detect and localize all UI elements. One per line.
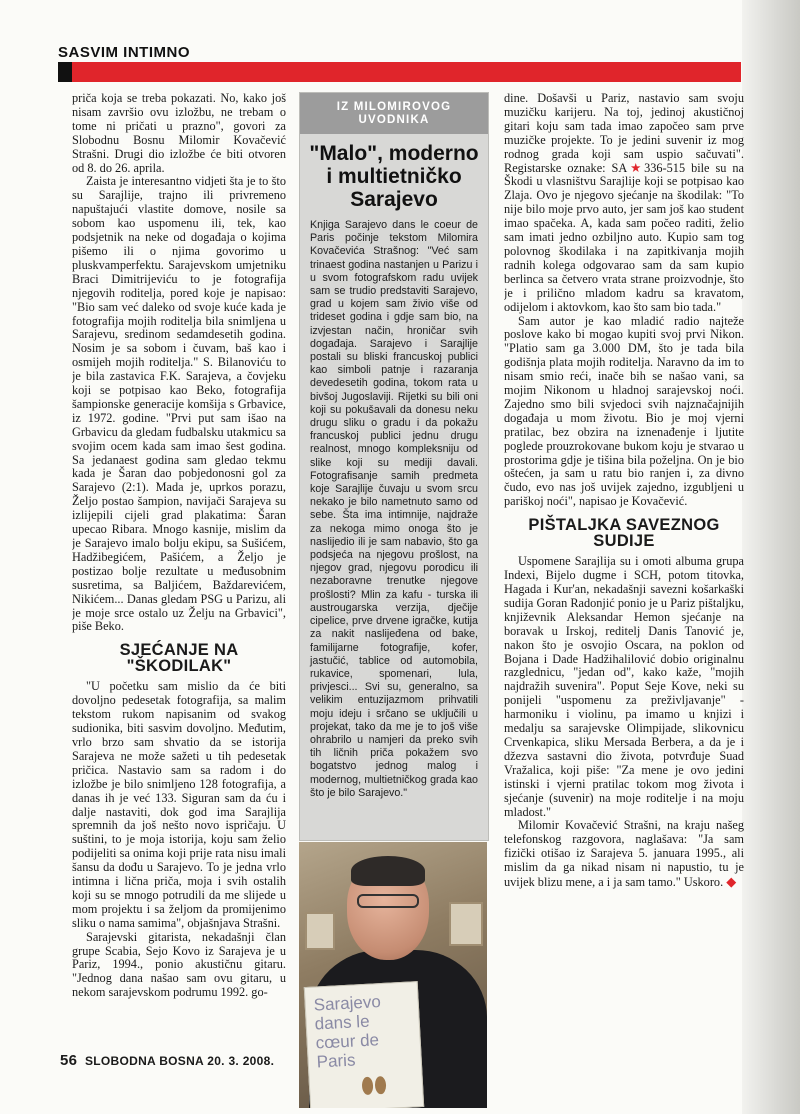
header-black-tab bbox=[58, 62, 72, 82]
paragraph bbox=[504, 819, 744, 890]
wall-frame bbox=[449, 902, 483, 946]
paragraph: Zaista je interesantno vidjeti šta je to što su Sarajlije, trajno ili privremeno napuštajući vlastite domove, nosile sa sobom kao uspomenu ili, tek, kao podsjetnik na neke od događaja o kojima pišemo ili o njima govorimo u pluskvamperfektu. Sarajevskom umjetniku Braci Dimitrijeviću to je fotografija njegovih roditelja, pored koje je napisao: "Bio sam već daleko od svoje kuće kada je fotografija mojih roditelja bila snimljena u Sarajevu, sredinom sedamdesetih godina. Nosim je sa sobom i čuvam, baš kao i osmijeh mojih roditelja." S. Bilanoviću to je bila zastavica F.K. Sarajeva, a čovjeku koji se potpisao kao Beko, fotografija šampionske generacije komšija s Grbavice, iz 1972. godine. "Prvi put sam išao na Grbavicu da gledam fudbalsku utakmicu sa svojim ocem kada sam imao šest godina. Sa jedanaest godina sam gledao tekmu kada je Šaran dao pobjedonosni gol za Sarajevo (2:1). Mada je, uprkos porazu, Željo postao šampion, navijači Sarajeva su izlijepili cijeli grad plakatima: Šaran upecao Ribara. Mnogo kasnije, mislim da je Sarajevo imalo bolju ekipu, sa Sušićem, Hadžibegićem, Pašićem, a Željo je postizao bolje rezultate u međusobnim susretima, sa Baljićem, Baždarevićem, Nikićem... Danas gledam PSG u Parizu, ali je moje srce ostalo uz Želju na Grbavici", piše Beko. bbox=[72, 174, 286, 634]
publication-name: SLOBODNA BOSNA bbox=[84, 1054, 204, 1068]
star-icon: ★ bbox=[627, 160, 645, 175]
paragraph-text: Milomir Kovačević Strašni, na kraju našeg telefonskog razgovora, naglašava: "Ja sam fizički otišao iz Sarajeva 5. januara 1995., ali mislim da ga nikad nisam ni napustio, tu je uvijek blizu mene, a i ja sam tamo." Uskoro. bbox=[504, 818, 744, 890]
subheading-skodilak: SJEĆANJE NA "ŠKODILAK" bbox=[119, 641, 239, 676]
sidebar-kicker: IZ MILOMIROVOG UVODNIKA bbox=[300, 93, 488, 134]
paragraph: "U početku sam mislio da će biti dovoljno pedesetak fotografija, sa malim tekstom rukom napisanim od svakog sudionika, biti sasvim dovoljno. Međutim, vrlo brzo sam shvatio da se istorija Sarajeva ne može sažeti u tih pedesetak pričica. Nastavio sam sa radom i do izložbe je bilo snimljeno 128 fotografija, a danas ih je već 133. Siguran sam da ću i dalje nastaviti, dok god ima Sarajlija spremnih da još nešto novo ispričaju. U suštini, to je moja istorija, koju sam želio podijeliti sa onima koji prije rata nisu imali šansu da dođu u Sarajevo. To je jedna vrlo intimna i lična priča, moja i svih ostalih koji su se mnogo potrudili da me slijede u mom projektu i sa željom da promijenimo sliku o nama samima", objašnjava Strašni. bbox=[72, 679, 286, 930]
article-column-right bbox=[504, 92, 744, 1052]
paragraph: Sam autor je kao mladić radio najteže poslove kako bi mogao kupiti svoj prvi Nikon. "Platio sam ga 3.000 DM, što je tada bila godišnja plata mojih roditelja. Naravno da im to nisam smio reći, inače bih se našao vani, sa mojim Nikonom u hladnoj sarajevskoj noći. Zajedno smo bili svjedoci svih najznačajnijih događaja u mom životu. Bio je moj vjerni pratilac, bez obzira na iznenađenje i ljutite poglede prouzrokovane bukom koju je stvarao u prostorima gdje je tišina bila poželjna. On je bio oštećen, ja sam u ratu bio ranjen i, za divno čudo, evo nas još uvijek zajedno, izgubljeni u pariškoj noći", napisao je Kovačević. bbox=[504, 313, 744, 509]
sidebar-box bbox=[299, 92, 489, 841]
paragraph-text: dine. Došavši u Pariz, nastavio sam svoju muzičku karijeru. Na toj, jedinoj akustičnoj gitari koju sam tada imao započeo sam prve muzičke projekte. To je jedini suvenir iz mog rodnog grada koji sam uspio sačuvati". Registarske oznake: SA bbox=[504, 92, 744, 175]
baby-shoes-icon bbox=[362, 1076, 389, 1097]
subheading-pistaljka: PIŠTALJKA SAVEZNOG SUDIJE bbox=[528, 516, 720, 551]
end-mark-icon: ◆ bbox=[726, 874, 737, 890]
paragraph-text: bile su na Škodi u vlasništvu Sarajlije koji se potpisao kao Zlaja. Ovo je njegovo sjećanje na škodilak: "To nije bilo moje prvo auto, jer sam još kao student imao spačeka. A, kada sam počeo raditi, želio sam imati jedno ozbiljno auto. Kupio sam tog polovnog škodilaka i na zapitkivanja mojih radnih kolega odgovarao sam da sam kupio berlinca sa četvero vrata strane proizvodnje, što je i prilično mladom kadru sa kravatom, odijelom i aktovkom, kao što sam bio tada." bbox=[504, 160, 744, 314]
article-column-left bbox=[72, 92, 286, 1027]
paragraph: priča koja se treba pokazati. No, kako još nisam završio ovu izložbu, ne trebam o tome ni pričati u prazno", govori za Slobodnu Bosnu Milomir Kovačević Strašni. Drugi dio izložbe će biti otvoren od 8. do 26. aprila. bbox=[72, 92, 286, 175]
sidebar-title: "Malo", moderno i multietničko Sarajevo bbox=[309, 142, 479, 211]
section-label: SASVIM INTIMNO bbox=[58, 44, 191, 61]
paragraph: Sarajevski gitarista, nekadašnji član grupe Scabia, Sejo Kovo iz Sarajeva je u Pariz, 1994., ponio akustičnu gitaru. "Jednog dana našao sam ovu gitaru, u nekom sarajevskom podrumu 1992. go- bbox=[72, 929, 286, 1000]
header-red-bar bbox=[58, 62, 741, 82]
page-number: 56 bbox=[60, 1052, 78, 1069]
wall-frame bbox=[305, 912, 335, 950]
book-title: Sarajevo dans le cœur de Paris bbox=[313, 992, 382, 1072]
man-hair bbox=[351, 856, 425, 886]
glasses-icon bbox=[357, 894, 419, 908]
page-binding-shadow bbox=[742, 0, 800, 1114]
portrait-photo bbox=[299, 842, 487, 1108]
page-footer bbox=[60, 1052, 274, 1069]
paragraph bbox=[504, 92, 744, 315]
license-plate: 336-515 bbox=[644, 160, 686, 175]
issue-date: 20. 3. 2008. bbox=[207, 1054, 275, 1068]
book-cover bbox=[304, 981, 424, 1108]
paragraph: Uspomene Sarajlija su i omoti albuma grupa Indexi, Bijelo dugme i SCH, potom titovka, Hagada i Kur'an, nekadašnji savezni košarkaški sudija Goran Radonjić ponio je u Pariz pištaljku, književnik Aleksandar Hemon sjećanje na boravak u Irskoj, reditelj Danis Tanović je, nakon što je osvojio Oscara, na poklon od Bojana i Dade Hadžihalilović dobio originalnu razglednicu, "jedan od", kako kaže, "mojih najdražih suvenira". Poput Seje Kove, neki su ponijeli "uspomenu za preživljavanje" - harmoniku i violinu, pa imamo u knjizi i medalju sa sarajevske Olimpijade, slikovnicu Crvenkapica, sliku Mersada Berbera, a da je i džezva sastavni dio života, potvrđuje Suad Vražalica, koji piše: "Za mene je ovo jedini istinski i vjerni pratilac tokom mog života i sjećanje (suvenir) na moje roditelje i na moju mladost." bbox=[504, 554, 744, 819]
sidebar-text: Knjiga Sarajevo dans le coeur de Paris počinje tekstom Milomira Kovačevića Strašnog: "Već sam trinaest godina nastanjen u Parizu i u svom fotografskom radu uvijek sam se trudio predstaviti Sarajevo, grad u kojem sam živio više od trideset godina i gdje sam bio, na izvjestan način, hroničar svih događaja. Sarajevo i Sarajlije postali su bliski francuskoj publici kao simboli patnje i razaranja devedesetih godina, tokom rata u bivšoj Jugoslaviji. Rijetki su bili oni koji su pokušavali da donesu neku drugu sliku o gradu i da pokažu francuskoj publici jednu drugu realnost, mnogo kompleksniju od slike koji su mediji davali. Fotografisanje samih predmeta koje Sarajlije čuvaju u svom srcu nekako je bilo nametnuto samo od sebe. Šta ima intimnije, najdraže za nekoga mimo onoga što je naslijedio ili je sam nabavio, što ga podsjeća na njegovu prošlost, na njegov grad, njegovu porodicu ili nezaboravne trenutke njegove prošlosti? Mlin za kafu - turska ili austrougarska verzija, dječije cipelice, prve drvene igračke, kutija za nakit naslijeđena od bake, familijarne fotografije, kofer, jastučić, tablice od automobila, rukavice, spomenari, lula, privjesci... Svi su, generalno, sa velikim entuzijazmom prihvatili moju ideju i srčano se uključili u projekat, tako da me je to još više ohrabrilo u namjeri da preko svih tih ličnih priča pokažem svo bogatstvo jednog malog i modernog, multietničkog grada kao što je bilo Sarajevo." bbox=[310, 219, 478, 799]
